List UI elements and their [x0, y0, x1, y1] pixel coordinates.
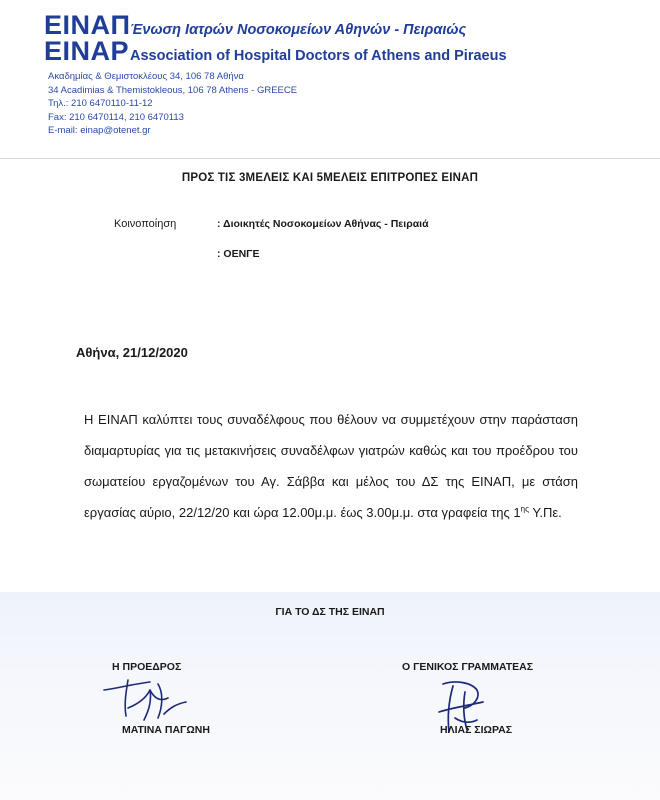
cc-recipient: : ΟΕΝΓΕ [217, 248, 260, 260]
president-name: ΜΑΤΙΝΑ ΠΑΓΩΝΗ [122, 724, 210, 736]
email-line: E-mail: einap@otenet.gr [48, 125, 151, 136]
letterhead-divider [0, 158, 660, 159]
body-text-end: Υ.Πε. [528, 505, 562, 520]
phone-line: Τηλ.: 210 6470110-11-12 [48, 98, 153, 109]
acronym-greek: ΕΙΝΑΠ [44, 10, 131, 40]
letterhead-english-row [44, 36, 507, 67]
cc-label: Κοινοποίηση [114, 218, 177, 230]
address-line: 34 Acadimias & Themistokleous, 106 78 Athens - GREECE [48, 84, 298, 96]
signature-heading: ΓΙΑ ΤΟ ΔΣ ΤΗΣ ΕΙΝΑΠ [275, 606, 385, 618]
letterhead [0, 0, 660, 158]
document-date: Αθήνα, 21/12/2020 [76, 345, 188, 360]
acronym-english: EINAP [44, 36, 130, 66]
address-line: Ακαδημίας & Θεμιστοκλέους 34, 106 78 Αθήνα [48, 71, 244, 82]
secretary-general-name: ΗΛΙΑΣ ΣΙΩΡΑΣ [440, 724, 513, 736]
body-paragraph [84, 404, 578, 528]
body-text: Η ΕΙΝΑΠ καλύπτει τους συναδέλφους που θέλουν να συμμετέχουν στην παράσταση διαμαρτυρίας για τις μετακινήσεις συναδέλφων γιατρών καθώς και του προέδρου του σωματείου εργαζομένων του Αγ. Σάββα και μέλος του ΔΣ της ΕΙΝΑΠ, με στάση εργασίας αύριο, 22/12/20 και ώρα 12.00μ.μ. έως 3.00μ.μ. στα γραφεία της 1 [84, 412, 578, 520]
organization-name-english: Association of Hospital Doctors of Athens and Piraeus [130, 48, 507, 64]
president-signature-icon [98, 668, 198, 728]
ordinal-superscript: ης [520, 504, 529, 514]
secretary-general-role: Ο ΓΕΝΙΚΟΣ ΓΡΑΜΜΑΤΕΑΣ [402, 661, 534, 673]
recipients-heading: ΠΡΟΣ ΤΙΣ 3ΜΕΛΕΙΣ ΚΑΙ 5ΜΕΛΕΙΣ ΕΠΙΤΡΟΠΕΣ ΕΙΝΑΠ [181, 172, 479, 184]
address-block [48, 70, 297, 138]
organization-name-greek: Ένωση Ιατρών Νοσοκομείων Αθηνών - Πειραιώς [130, 22, 467, 38]
president-role: Η ΠΡΟΕΔΡΟΣ [112, 661, 182, 673]
cc-recipient: : Διοικητές Νοσοκομείων Αθήνας - Πειραιά [217, 218, 429, 230]
fax-line: Fax: 210 6470114, 210 6470113 [48, 111, 184, 123]
